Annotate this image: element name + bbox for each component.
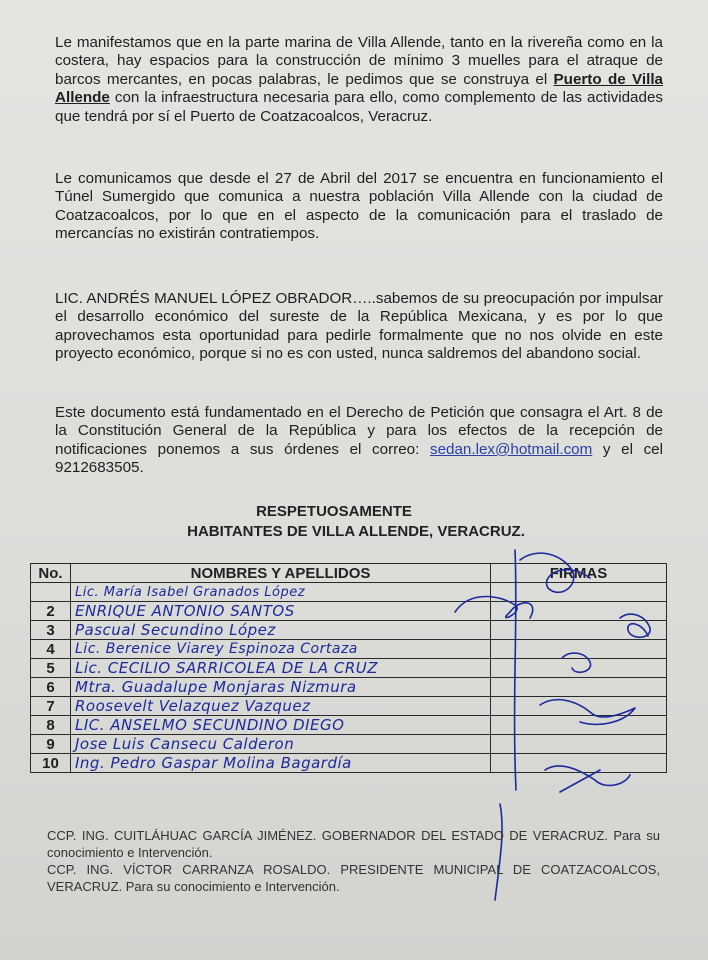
table-row: [31, 735, 667, 754]
ccp-governor: CCP. ING. CUITLÁHUAC GARCÍA JIMÉNEZ. GOBERNADOR DEL ESTADO DE VERACRUZ. Para su conocimiento e Intervención.: [47, 828, 660, 860]
row-signature: [491, 583, 667, 602]
row-number: 8: [31, 716, 71, 735]
row-signature: [491, 678, 667, 697]
row-number: 5: [31, 659, 71, 678]
table-header-row: [31, 564, 667, 583]
row-signature: [491, 716, 667, 735]
row-name: Jose Luis Cansecu Calderon: [71, 735, 491, 754]
table-row: [31, 583, 667, 602]
p4-text-start: Este documento está fundamentado en el Derecho de Petición que consagra el Art. 8 de la Constitución General de la República y para los efectos de la recepción de notificaciones ponemos a sus órdenes el correo:: [55, 404, 663, 458]
row-signature: [491, 640, 667, 659]
row-number: 9: [31, 735, 71, 754]
row-signature: [491, 659, 667, 678]
header-signatures: FIRMAS: [491, 564, 667, 583]
row-name: Lic. CECILIO SARRICOLEA DE LA CRUZ: [71, 659, 491, 678]
row-signature: [491, 697, 667, 716]
paragraph-port-request: [55, 34, 663, 126]
ccp-municipal-president: CCP. ING. VÍCTOR CARRANZA ROSALDO. PRESIDENTE MUNICIPAL DE COATZACOALCOS, VERACRUZ. Para su conocimiento e Intervención.: [47, 862, 660, 894]
row-number: 3: [31, 621, 71, 640]
row-number: 2: [31, 602, 71, 621]
row-signature: [491, 735, 667, 754]
row-name: Pascual Secundino López: [71, 621, 491, 640]
row-name: Mtra. Guadalupe Monjaras Nizmura: [71, 678, 491, 697]
email-link[interactable]: sedan.lex@hotmail.com: [429, 440, 593, 458]
port-name-bold: Puerto de Villa Allende: [55, 70, 663, 107]
row-name: Ing. Pedro Gaspar Molina Bagardía: [71, 754, 491, 773]
row-signature: [491, 602, 667, 621]
row-signature: [491, 621, 667, 640]
row-name: Lic. Berenice Viarey Espinoza Cortaza: [71, 640, 491, 659]
table-row: [31, 754, 667, 773]
header-names: NOMBRES Y APELLIDOS: [71, 564, 491, 583]
row-number: [31, 583, 71, 602]
row-name: Lic. María Isabel Granados López: [71, 583, 491, 602]
paragraph-tunnel: Le comunicamos que desde el 27 de Abril del 2017 se encuentra en funcionamiento el Túnel Sumergido que comunica a nuestra población Villa Allende con la ciudad de Coatzacoalcos, por lo que en el aspecto de la comunicación para el traslado de mercancías no existirán contratiempos.: [55, 170, 663, 243]
header-number: No.: [31, 564, 71, 583]
table-row: [31, 640, 667, 659]
paragraph-amlo: LIC. ANDRÉS MANUEL LÓPEZ OBRADOR…..sabemos de su preocupación por impulsar el desarrollo económico del sureste de la República Mexicana, y es por lo que aprovechamos esta oportunidad para pedirle formalmente que no nos olvide en este proyecto económico, porque si no es con usted, nunca saldremos del abandono social.: [55, 290, 663, 363]
table-row: [31, 678, 667, 697]
table-row: [31, 659, 667, 678]
row-name: LIC. ANSELMO SECUNDINO DIEGO: [71, 716, 491, 735]
signature-table: [30, 563, 667, 773]
row-signature: [491, 754, 667, 773]
paragraph-petition-right: [55, 404, 663, 478]
closing-respectfully: RESPETUOSAMENTE: [256, 503, 412, 520]
row-name: Roosevelt Velazquez Vazquez: [71, 697, 491, 716]
row-number: 10: [31, 754, 71, 773]
p1-text-end: con la infraestructura necesaria para ello, como complemento de las actividades que tendrá por sí el Puerto de Coatzacoalcos, Veracruz.: [55, 89, 663, 125]
closing-signatories: HABITANTES DE VILLA ALLENDE, VERACRUZ.: [187, 523, 525, 540]
table-row: [31, 621, 667, 640]
row-name: ENRIQUE ANTONIO SANTOS: [71, 602, 491, 621]
table-row: [31, 697, 667, 716]
row-number: 4: [31, 640, 71, 659]
row-number: 7: [31, 697, 71, 716]
row-number: 6: [31, 678, 71, 697]
p4-text-end: y el cel 9212683505.: [55, 440, 663, 477]
p1-text-start: Le manifestamos que en la parte marina de Villa Allende, tanto en la rivereña como en la costera, hay espacios para la construcción de mínimo 3 muelles para el atraque de barcos mercantes, en pocas palabras, le pedimos que se construya el: [55, 34, 663, 88]
table-row: [31, 716, 667, 735]
table-row: [31, 602, 667, 621]
